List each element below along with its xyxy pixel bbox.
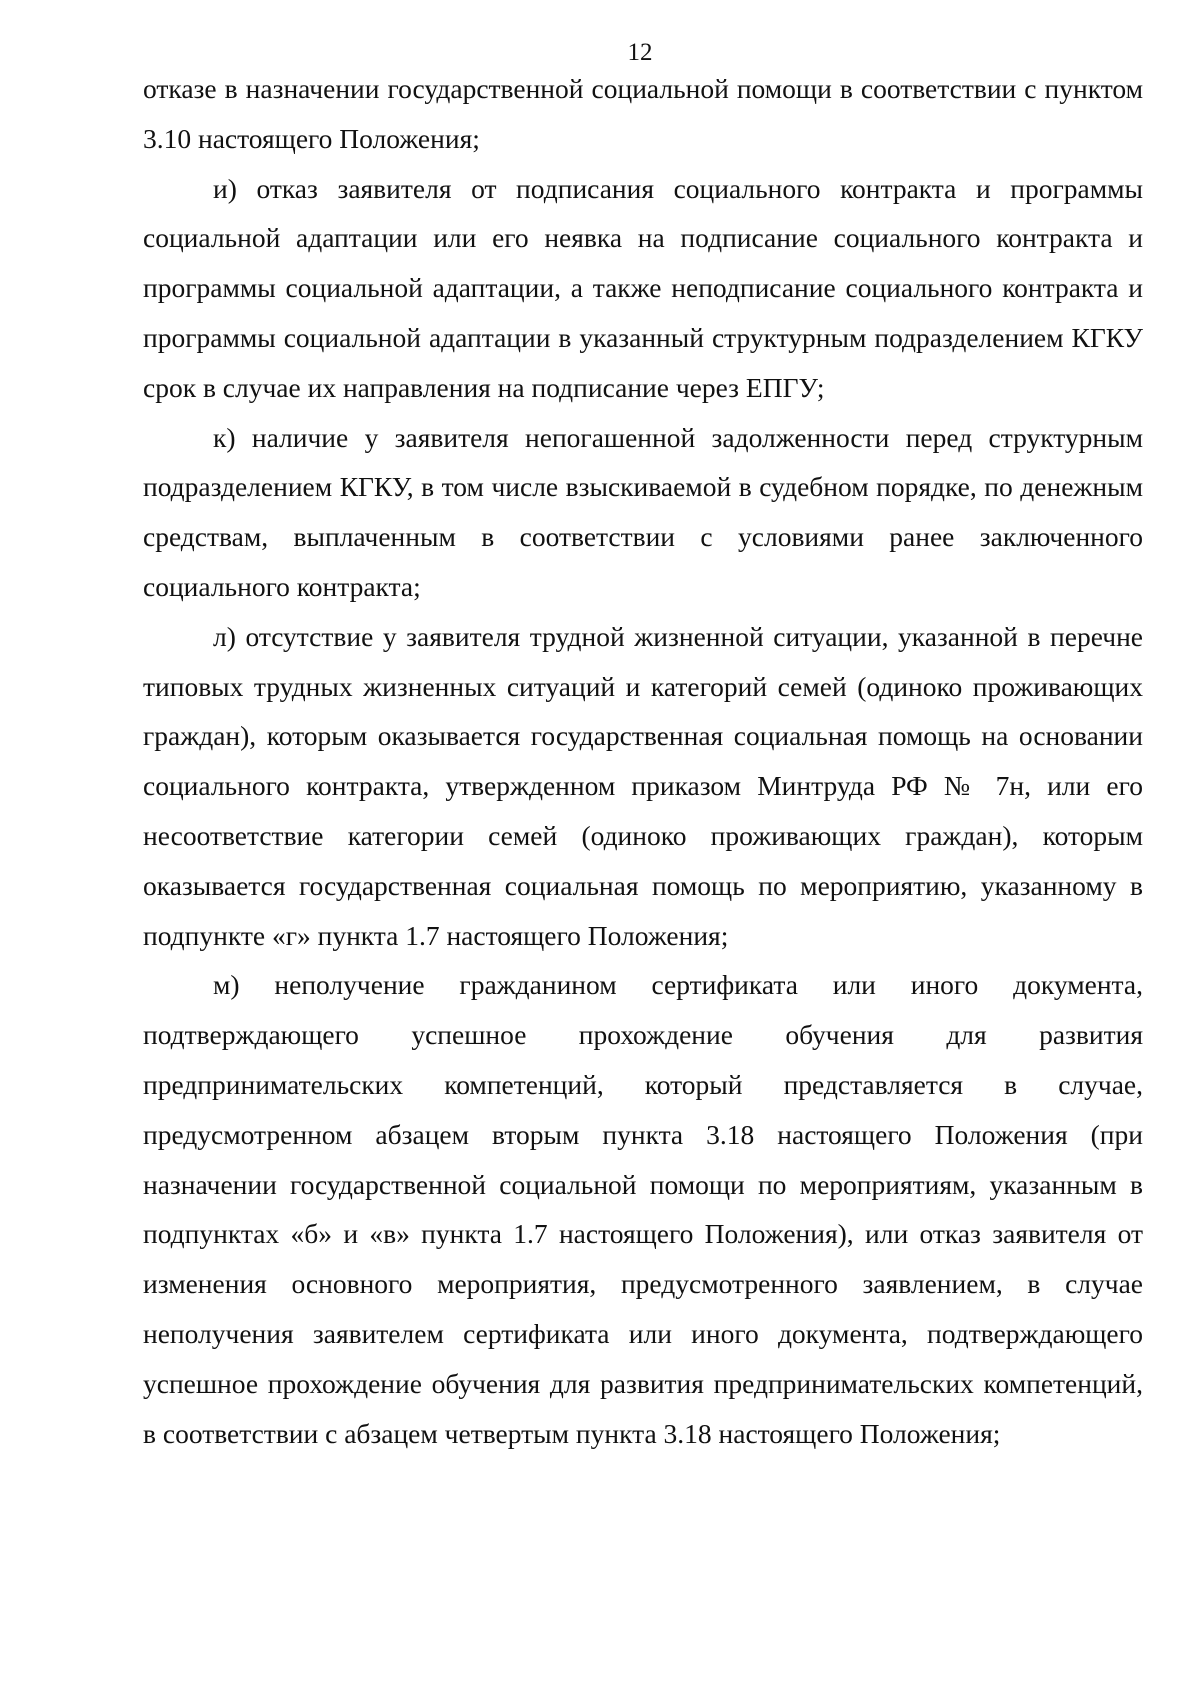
paragraph-item-l: л) отсутствие у заявителя трудной жизненной ситуации, указанной в перечне типовых трудных жизненных ситуаций и категорий семей (одиноко проживающих граждан), которым оказывается государственная социальная помощь на основании социального контракта, утвержденном приказом Минтруда РФ № 7н, или его несоответствие категории семей (одиноко проживающих граждан), которым оказывается государственная социальная помощь по мероприятию, указанному в подпункте «г» пункта 1.7 настоящего Положения; (143, 620, 1143, 951)
paragraph-item-i: и) отказ заявителя от подписания социального контракта и программы социальной адаптации или его неявка на подписание социального контракта и программы социальной адаптации, а также неподписание социального контракта и программы социальной адаптации в указанный структурным подразделением КГКУ срок в случае их направления на подписание через ЕПГУ; (143, 172, 1143, 403)
page-number: 12 (627, 39, 653, 66)
document-body (143, 64, 1143, 1458)
paragraph-item-k: к) наличие у заявителя непогашенной задолженности перед структурным подразделением КГКУ, в том числе взыскиваемой в судебном порядке, по денежным средствам, выплаченным в соответствии с условиями ранее заключенного социального контракта; (143, 421, 1143, 602)
paragraph-continuation: отказе в назначении государственной социальной помощи в соответствии с пунктом 3.10 настоящего Положения; (143, 73, 1143, 154)
paragraph-item-m: м) неполучение гражданином сертификата или иного документа, подтверждающего успешное прохождение обучения для развития предпринимательских компетенций, который представляется в случае, предусмотренном абзацем вторым пункта 3.18 настоящего Положения (при назначении государственной социальной помощи по мероприятиям, указанным в подпунктах «б» и «в» пункта 1.7 настоящего Положения), или отказ заявителя от изменения основного мероприятия, предусмотренного заявлением, в случае неполучения заявителем сертификата или иного документа, подтверждающего успешное прохождение обучения для развития предпринимательских компетенций, в соответствии с абзацем четвертым пункта 3.18 настоящего Положения; (143, 969, 1143, 1449)
